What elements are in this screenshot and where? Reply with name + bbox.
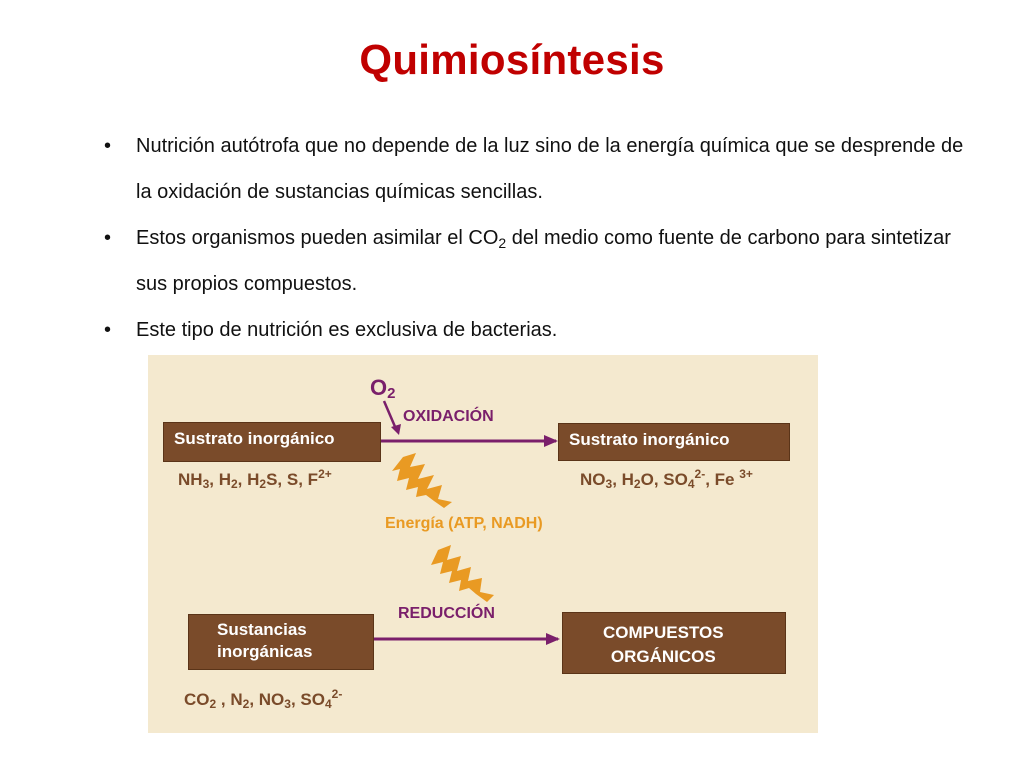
bullet-text: Este tipo de nutrición es exclusiva de bacterias. bbox=[136, 319, 558, 341]
energy-label: Energía (ATP, NADH) bbox=[385, 515, 543, 532]
bullet-text: Nutrición autótrofa que no depende de la luz sino de la energía química que se desprende de la oxidación de sustancias químicas sencillas. bbox=[136, 135, 964, 203]
oxidation-label: OXIDACIÓN bbox=[403, 408, 494, 425]
box-substrate-left bbox=[163, 422, 381, 462]
energy-bolt-upper bbox=[392, 453, 452, 508]
box-inorganic-substances bbox=[188, 614, 374, 670]
bullet-list bbox=[96, 123, 976, 353]
o2-arrowhead bbox=[391, 424, 401, 435]
bullet-item bbox=[96, 307, 976, 353]
products-top: $NO_3$, $H_2O$, $SO_4^{2-}$, Fe $^{3+}$ bbox=[580, 467, 753, 491]
box-substrate-right bbox=[558, 423, 790, 461]
subscript: 2 bbox=[498, 235, 507, 251]
box-label: Sustancias inorgánicas bbox=[217, 620, 313, 661]
box-label: COMPUESTOS ORGÁNICOS bbox=[603, 623, 724, 666]
box-label: Sustrato inorgánico bbox=[569, 430, 730, 449]
reactants-bottom: $CO_2$ , $N_2$, $NO_3$, $SO_4^{2-}$ bbox=[184, 687, 343, 711]
chemosynthesis-diagram bbox=[148, 355, 818, 733]
box-label: Sustrato inorgánico bbox=[174, 429, 335, 448]
oxygen-label: $O_2$ bbox=[370, 375, 396, 402]
bullet-text-start: Estos organismos pueden asimilar el CO bbox=[136, 227, 499, 249]
o2-arrow bbox=[384, 401, 396, 429]
bullet-text-end: del medio como fuente de carbono para sintetizar sus propios compuestos. bbox=[136, 227, 951, 295]
slide-title: Quimiosíntesis bbox=[359, 36, 665, 83]
reactants-top: $NH_3$, $H_2$, $H_2S$, S, $F^{2+}$ bbox=[178, 467, 332, 491]
energy-bolt-lower bbox=[431, 545, 494, 602]
bullet-item bbox=[96, 215, 976, 307]
box-organic-compounds bbox=[562, 612, 786, 674]
reduction-label: REDUCCIÓN bbox=[398, 605, 495, 622]
bullet-item bbox=[96, 123, 976, 215]
